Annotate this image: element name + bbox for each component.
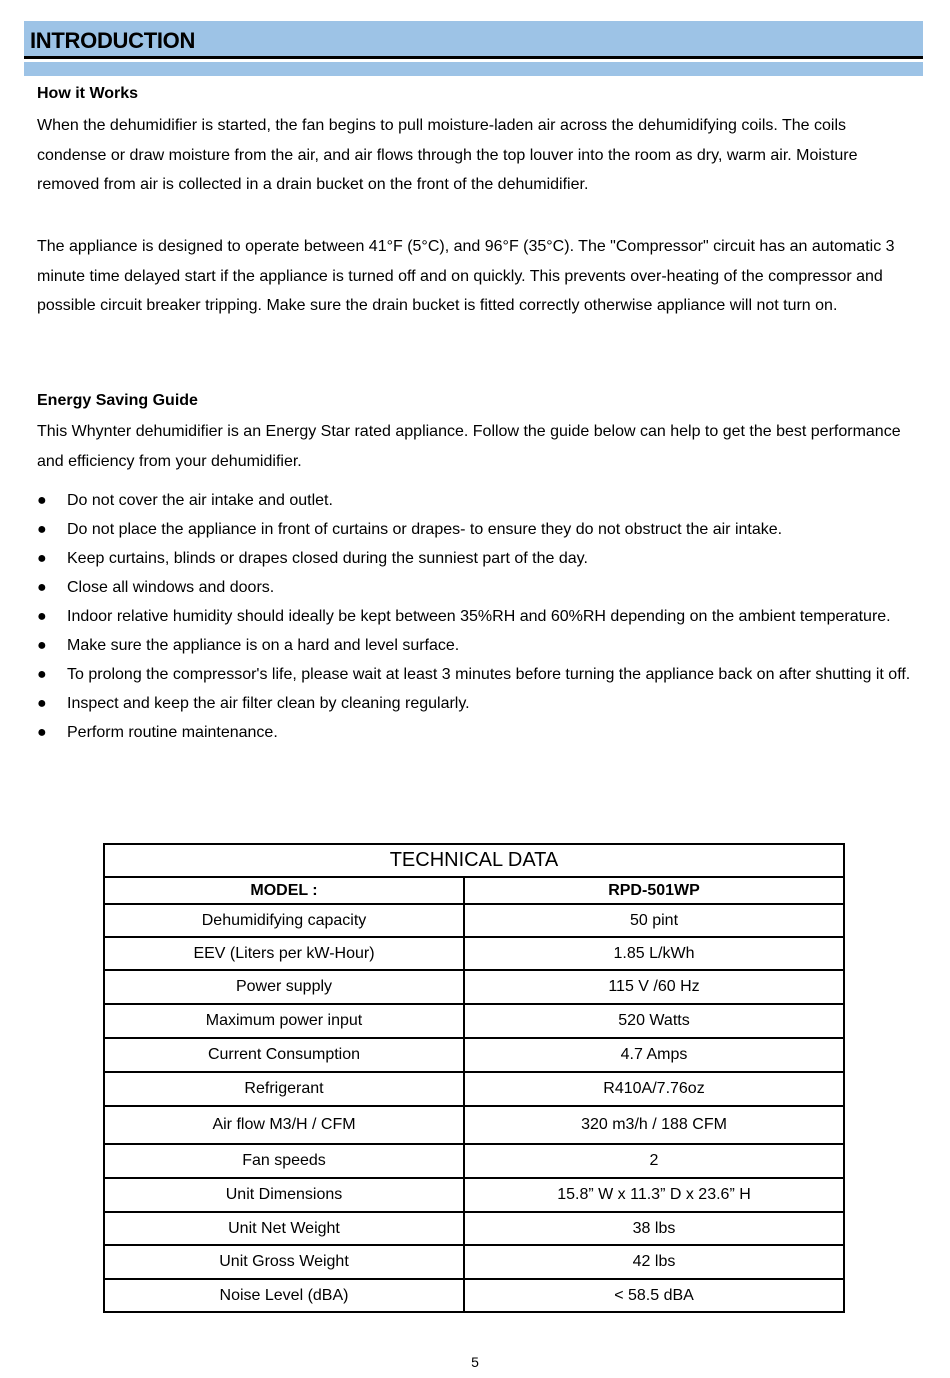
list-item-text: Indoor relative humidity should ideally be kept between 35%RH and 60%RH depending on the ambient temperature. (67, 608, 891, 625)
table-row (104, 1106, 844, 1144)
model-label: MODEL : (104, 877, 464, 904)
energy-saving-intro: This Whynter dehumidifier is an Energy Star rated appliance. Follow the guide below can help to get the best performance and efficiency from your dehumidifier. (37, 423, 901, 470)
header-underline-band (24, 62, 923, 76)
spec-value: 38 lbs (464, 1212, 844, 1245)
spec-value: 15.8” W x 11.3” D x 23.6” H (464, 1178, 844, 1212)
bullet-icon: ● (37, 695, 47, 712)
list-item (37, 632, 917, 660)
spec-value: 42 lbs (464, 1245, 844, 1279)
bullet-icon: ● (37, 579, 47, 596)
spec-value: 115 V /60 Hz (464, 970, 844, 1004)
list-item (37, 690, 917, 718)
table-row (104, 1178, 844, 1212)
list-item-text: Make sure the appliance is on a hard and level surface. (67, 637, 460, 654)
list-item (37, 661, 917, 689)
spec-label: EEV (Liters per kW-Hour) (104, 937, 464, 970)
bullet-icon: ● (37, 550, 47, 567)
table-header-row (104, 877, 844, 904)
list-item-text: Keep curtains, blinds or drapes closed during the sunniest part of the day. (67, 550, 588, 567)
table-row (104, 904, 844, 937)
bullet-icon: ● (37, 608, 47, 625)
table-row (104, 970, 844, 1004)
table-row (104, 1279, 844, 1312)
spec-label: Dehumidifying capacity (104, 904, 464, 937)
bullet-icon: ● (37, 724, 47, 741)
bullet-icon: ● (37, 666, 47, 683)
list-item (37, 516, 917, 544)
spec-label: Current Consumption (104, 1038, 464, 1072)
list-item (37, 603, 917, 631)
technical-data-table (103, 843, 845, 1313)
spec-label: Refrigerant (104, 1072, 464, 1106)
bullet-icon: ● (37, 521, 47, 538)
spec-label: Unit Net Weight (104, 1212, 464, 1245)
spec-value: 520 Watts (464, 1004, 844, 1038)
table-title: TECHNICAL DATA (104, 844, 844, 877)
table-row (104, 1038, 844, 1072)
table-row (104, 1245, 844, 1279)
how-it-works-heading: How it Works (37, 85, 139, 102)
bullet-icon: ● (37, 492, 47, 509)
energy-saving-heading: Energy Saving Guide (37, 392, 198, 409)
how-it-works-paragraph-2: The appliance is designed to operate between 41°F (5°C), and 96°F (35°C). The "Compressor" circuit has an automatic 3 minute time delayed start if the appliance is turned off and on quickly. This prevents over-heating of the compressor and possible circuit breaker tripping. Make sure the drain bucket is fitted correctly otherwise appliance will not turn on. (37, 238, 895, 315)
spec-value: R410A/7.76oz (464, 1072, 844, 1106)
table-row (104, 937, 844, 970)
table-row (104, 1212, 844, 1245)
list-item (37, 719, 917, 747)
spec-value: 2 (464, 1144, 844, 1178)
model-value: RPD-501WP (464, 877, 844, 904)
spec-label: Maximum power input (104, 1004, 464, 1038)
list-item-text: To prolong the compressor's life, please wait at least 3 minutes before turning the appliance back on after shutting it off. (67, 666, 911, 683)
energy-saving-list (37, 487, 917, 748)
table-title-row (104, 844, 844, 877)
spec-label: Unit Gross Weight (104, 1245, 464, 1279)
list-item-text: Do not place the appliance in front of curtains or drapes- to ensure they do not obstruct the air intake. (67, 521, 783, 538)
spec-value: < 58.5 dBA (464, 1279, 844, 1312)
list-item (37, 545, 917, 573)
list-item-text: Inspect and keep the air filter clean by cleaning regularly. (67, 695, 470, 712)
spec-label: Unit Dimensions (104, 1178, 464, 1212)
spec-value: 50 pint (464, 904, 844, 937)
list-item-text: Do not cover the air intake and outlet. (67, 492, 333, 509)
spec-label: Noise Level (dBA) (104, 1279, 464, 1312)
table-row (104, 1144, 844, 1178)
spec-value: 4.7 Amps (464, 1038, 844, 1072)
list-item-text: Close all windows and doors. (67, 579, 275, 596)
page-title: INTRODUCTION (30, 28, 196, 53)
spec-label: Air flow M3/H / CFM (104, 1106, 464, 1144)
list-item-text: Perform routine maintenance. (67, 724, 278, 741)
how-it-works-paragraph-1: When the dehumidifier is started, the fan begins to pull moisture-laden air across the dehumidifying coils. The coils condense or draw moisture from the air, and air flows through the top louver into the room as dry, warm air. Moisture removed from air is collected in a drain bucket on the front of the dehumidifier. (37, 117, 858, 194)
page-number: 5 (471, 1354, 479, 1370)
section-header-bar (24, 21, 923, 59)
spec-value: 320 m3/h / 188 CFM (464, 1106, 844, 1144)
spec-value: 1.85 L/kWh (464, 937, 844, 970)
list-item (37, 574, 917, 602)
spec-label: Fan speeds (104, 1144, 464, 1178)
list-item (37, 487, 917, 515)
table-row (104, 1004, 844, 1038)
spec-label: Power supply (104, 970, 464, 1004)
bullet-icon: ● (37, 637, 47, 654)
table-row (104, 1072, 844, 1106)
